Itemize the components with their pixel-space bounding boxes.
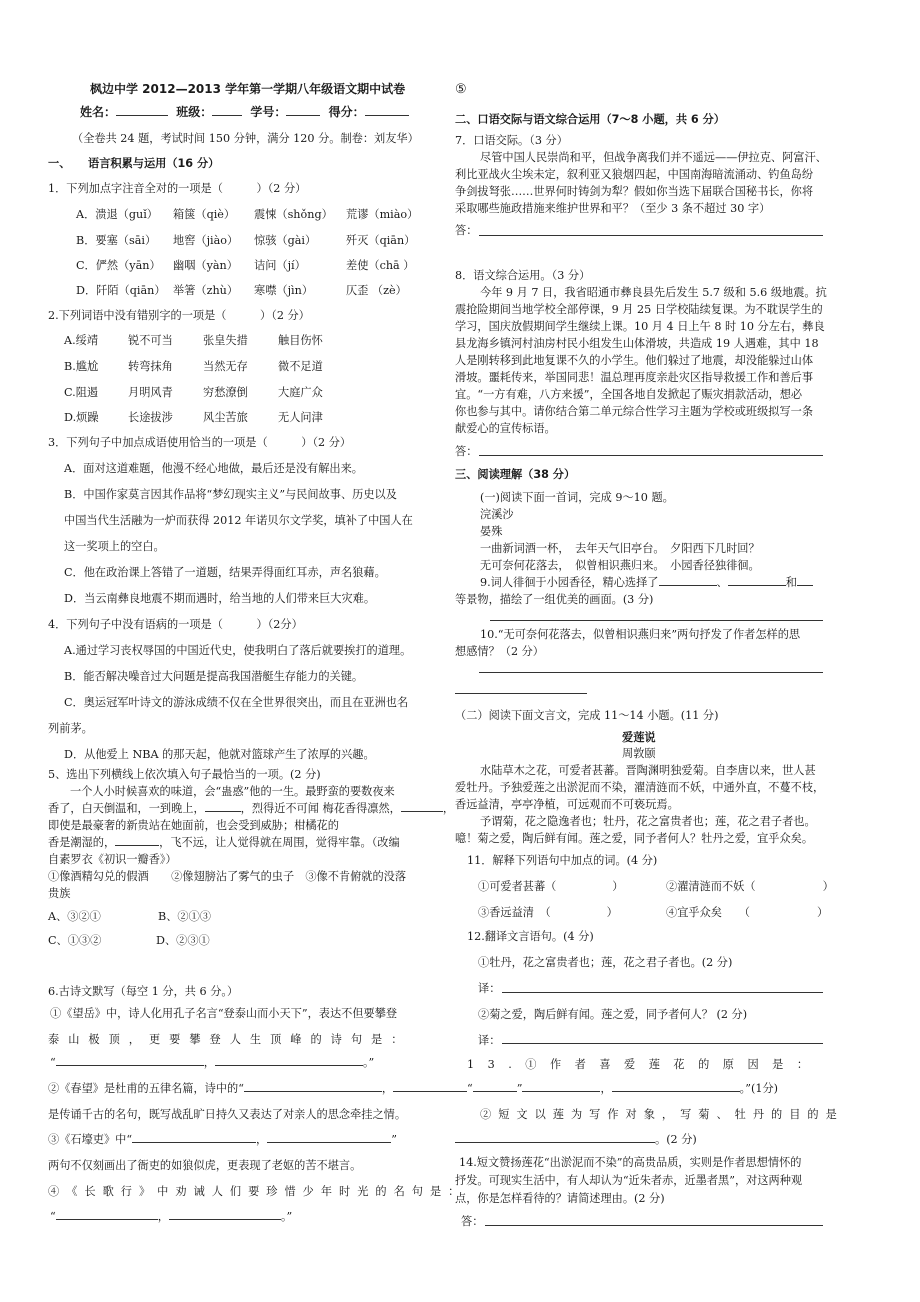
- class-field[interactable]: [212, 105, 242, 116]
- q5-passage-line: 即使是最豪奢的新贵站在她面前，也会受到威胁；柑橘花的: [48, 819, 339, 832]
- q2-option-word: 月明风青: [128, 386, 173, 399]
- q8-text: 宜。“一方有难，八方来援”，全国各地自发掀起了赈灾捐款活动，想必: [455, 388, 803, 401]
- q5-passage-line: [48, 834, 400, 850]
- q3-option-b-cont: 中国当代生活融为一炉而获得 2012 年诺贝尔文学奖，填补了中国人在: [64, 514, 413, 527]
- q5-text: ，: [442, 802, 455, 815]
- q8-answer-label: 答：: [455, 445, 478, 458]
- q2-option-word: 微不足道: [278, 360, 323, 373]
- q13-item-2-answer: [455, 1131, 697, 1147]
- q4-option-d[interactable]: D．从他爱上 NBA 的那天起，他就对篮球产生了浓厚的兴趣。: [64, 748, 375, 761]
- q2-option-word: 长途拔涉: [128, 411, 173, 424]
- q3-option-b[interactable]: B．中国作家莫言因其作品将“梦幻现实主义”与民间故事、历史以及: [64, 488, 397, 501]
- q6-item-3: [48, 1131, 397, 1147]
- q8-answer-line[interactable]: [479, 455, 823, 456]
- q11-item-3[interactable]: ③香远益清 （ ）: [478, 906, 618, 919]
- q3-option-c[interactable]: C．他在政治课上答错了一道题，结果弄得面红耳赤，声名狼藉。: [64, 566, 386, 579]
- q14-stem: 14.短文赞扬莲花“出淤泥而不染”的高贵品质，实则是作者思想情怀的: [459, 1156, 802, 1169]
- q4-option-c-cont: 列前茅。: [48, 722, 93, 735]
- q6-text: ②《春望》是杜甫的五律名篇，诗中的“: [48, 1082, 244, 1095]
- q5-stem: 5、选出下列横线上依次填入句子最恰当的一项。(2 分): [48, 768, 321, 781]
- q13-item-2: ②短文以莲为写作对象，写菊、牡丹的目的是: [480, 1108, 844, 1121]
- q9-answer-line[interactable]: [490, 620, 823, 621]
- part2-intro: （二）阅读下面文言文，完成 11～14 小题。(11 分): [455, 709, 719, 722]
- q12-item-1: ①牡丹，花之富贵者也；莲，花之君子者也。(2 分): [478, 956, 733, 969]
- open-quote: “: [50, 1056, 56, 1069]
- q3-option-b-cont: 这一奖项上的空白。: [64, 540, 165, 553]
- q6-blank-2[interactable]: [215, 1055, 363, 1066]
- q7-text: 采取哪些施政措施来维护世界和平？（至少 3 条不超过 30 字）: [455, 202, 771, 215]
- q14-stem-cont: 点，你是怎样看待的？请简述理由。(2 分): [455, 1192, 665, 1205]
- q6-blank-6[interactable]: [267, 1132, 391, 1143]
- q6-text: ③《石壕吏》中“: [48, 1133, 133, 1146]
- q12-answer-line-1[interactable]: [502, 992, 823, 993]
- q1-option-word: 仄歪 （zè）: [346, 284, 407, 297]
- open-quote: “: [50, 1210, 56, 1223]
- name-field[interactable]: [116, 105, 168, 116]
- q5-option-b[interactable]: B、②①③: [158, 910, 211, 923]
- poem-line: 无可奈何花落去， 似曾相识燕归来。 小园香径独徘徊。: [480, 559, 760, 572]
- student-id-field[interactable]: [286, 105, 320, 116]
- q14-answer-line[interactable]: [485, 1225, 823, 1226]
- q1-option-word: 歼灭（qiān）: [346, 234, 416, 247]
- q13-item-1: 13.①作者喜爱莲花的原因是：: [467, 1058, 822, 1071]
- q13-score: 。”(1分): [739, 1082, 779, 1095]
- comma: ，: [600, 1082, 612, 1095]
- q6-item-4-answer: [50, 1208, 292, 1224]
- q5-option-a[interactable]: A、③②①: [48, 910, 101, 923]
- q8-text: 今年 9 月 7 日，我省昭通市彝良县先后发生 5.7 级和 5.6 级地震。抗: [480, 286, 827, 299]
- q10-answer-line-1[interactable]: [479, 672, 823, 673]
- q13-blank-4[interactable]: [612, 1081, 740, 1092]
- q13-blank-2[interactable]: [473, 1081, 517, 1092]
- q7-answer-line[interactable]: [479, 235, 823, 236]
- q2-option[interactable]: C.阻遏: [64, 386, 99, 399]
- q5-passage: 一个人小时候喜欢的味道，会“蛊惑”他的一生。最野蛮的要数夜来: [70, 785, 395, 798]
- q9-text: 和: [785, 576, 797, 589]
- part1-intro: (一)阅读下面一首词，完成 9～10 题。: [480, 491, 674, 504]
- q2-stem: 2.下列词语中没有错别字的一项是（ ）（2 分）: [48, 309, 310, 322]
- q2-option-word: 当然无存: [203, 360, 248, 373]
- q13-item-1-answer: [405, 1080, 778, 1096]
- q1-option[interactable]: D．阡陌（qiān）: [76, 284, 166, 297]
- section1-number: 一、: [48, 157, 71, 170]
- q5-text: ，烈得近不可闻 梅花香得凛然，: [240, 802, 401, 815]
- q6-item-2-cont: 是传诵千古的名句，既写战乱旷日持久又表达了对亲人的思念牵挂之情。: [48, 1108, 407, 1121]
- q5-choices: ①像酒精勾兑的假酒 ②像翅膀沾了雾气的虫子 ③像不肯俯就的没落: [48, 870, 407, 883]
- q14-stem-cont: 抒发。可现实生活中，有人却认为“近朱者赤，近墨者黑”，对这两种观: [455, 1174, 803, 1187]
- q9-sep: 、: [716, 576, 728, 589]
- q5-passage-line: [48, 800, 454, 816]
- student-info-row: [80, 103, 409, 120]
- q6-item-1-cont: 泰山极顶，更要攀登人生顶峰的诗句是：: [48, 1033, 412, 1046]
- q2-option-word: 触目伤怀: [278, 334, 323, 347]
- q6-item-5-marker: ⑤: [455, 82, 467, 97]
- q8-text: 献爱心的宣传标语。: [455, 422, 556, 435]
- q6-blank-8[interactable]: [169, 1209, 281, 1220]
- q5-blank-2[interactable]: [401, 801, 443, 812]
- q1-option-word: 惊骇（gài）: [254, 234, 317, 247]
- q8-text: 滑坡。噩耗传来，举国同悲！温总理再度亲赴灾区指导救援工作和善后事: [455, 371, 814, 384]
- q2-option[interactable]: A.绥靖: [64, 334, 99, 347]
- poem-title: 浣溪沙: [480, 508, 514, 521]
- q12-trans-label: 译：: [478, 982, 501, 995]
- essay-title: 爱莲说: [622, 731, 656, 744]
- q11-item-1[interactable]: ①可爱者甚蕃（ ）: [478, 880, 624, 893]
- essay-paragraph: 香远益清，亭亭净植，可远观而不可亵玩焉。: [455, 798, 679, 811]
- comma: ，: [157, 1210, 169, 1223]
- q5-option-c[interactable]: C、①③②: [48, 934, 102, 947]
- name-label: 姓名：: [80, 105, 117, 119]
- exam-note: （全卷共 24 题，考试时间 150 分钟，满分 120 分。制卷：刘友华）: [72, 132, 419, 145]
- q6-blank-7[interactable]: [56, 1209, 158, 1220]
- q1-option-word: 幽咽（yàn）: [173, 259, 238, 272]
- q7-stem: 7．口语交际。（3 分）: [455, 134, 568, 147]
- q3-stem: 3．下列句子中加点成语使用恰当的一项是（ ）（2 分）: [48, 436, 352, 449]
- q11-item-4[interactable]: ④宜乎众矣 （ ）: [666, 906, 829, 919]
- q5-text: 香是潮湿的，: [48, 836, 116, 849]
- q2-option-word: 穷愁潦倒: [203, 386, 248, 399]
- q6-blank-1[interactable]: [56, 1055, 204, 1066]
- section1-title: 语言积累与运用（16 分）: [88, 157, 220, 170]
- q10-stem-cont: 想感情？（2 分）: [455, 645, 544, 658]
- q2-option[interactable]: D.烦躁: [64, 411, 99, 424]
- q1-option-word: 箱箧（qiè）: [173, 208, 236, 221]
- q13-blank-1[interactable]: [405, 1081, 467, 1092]
- q4-stem: 4．下列句子中没有语病的一项是（ ）（2分）: [48, 618, 303, 631]
- q4-option-c[interactable]: C．奥运冠军叶诗文的游泳成绩不仅在全世界很突出，而且在亚洲也名: [64, 696, 409, 709]
- q2-option[interactable]: B.尴尬: [64, 360, 99, 373]
- exam-title: 枫边中学 2012—2013 学年第一学期八年级语文期中试卷: [90, 82, 406, 96]
- essay-author: 周敦颐: [622, 747, 656, 760]
- q8-text: 震抢险期间当地学校全部停课，9 月 25 日学校陆续复课。为不耽误学生的: [455, 303, 823, 316]
- q6-blank-5[interactable]: [132, 1132, 256, 1143]
- q5-blank-3[interactable]: [115, 835, 159, 846]
- q1-option-word: 差使（chā ）: [346, 259, 415, 272]
- q7-text: 利比亚战火尘埃未定，叙利亚又狼烟四起，中国南海暗流涌动、钓鱼岛纷: [455, 168, 814, 181]
- close-quote: ”: [516, 1082, 523, 1095]
- q1-option-word: 举箸（zhù）: [173, 284, 239, 297]
- q11-item-2[interactable]: ②濯清涟而不妖（ ）: [666, 880, 834, 893]
- close-quote: ”: [391, 1133, 397, 1146]
- q14-answer-label: 答：: [461, 1215, 484, 1228]
- q1-option-word: 荒谬（miào）: [346, 208, 419, 221]
- q5-text: ，飞不远，让人觉得就在周围，觉得牢靠。（改编: [159, 836, 400, 849]
- q13-score: 。(2 分): [655, 1133, 697, 1146]
- q1-option-word: 寒噤（jìn）: [254, 284, 314, 297]
- q5-text: 香了，白天倒温和，一到晚上，: [48, 802, 205, 815]
- q4-option-b[interactable]: B．能否解决噪音过大问题是提高我国潜艇生存能力的关键。: [64, 670, 364, 683]
- q3-option-a[interactable]: A．面对这道难题，他漫不经心地做，最后还是没有解出来。: [64, 462, 363, 475]
- comma: ，: [203, 1056, 215, 1069]
- q1-option[interactable]: A．溃退（guǐ）: [76, 208, 158, 221]
- essay-paragraph: 爱牡丹。予独爱莲之出淤泥而不染，濯清涟而不妖，中通外直，不蔓不枝，: [455, 781, 825, 794]
- q2-option-word: 大庭广众: [278, 386, 323, 399]
- comma: ，: [381, 1082, 394, 1095]
- q5-passage-line: 自素罗衣《初识一瓣香》）: [48, 853, 177, 866]
- open-quote: “: [467, 1082, 473, 1095]
- essay-paragraph: 水陆草木之花，可爱者甚蕃。晋陶渊明独爱菊。自李唐以来，世人甚: [480, 764, 816, 777]
- q9-stem-cont: 等景物，描绘了一组优美的画面。(3 分): [455, 593, 654, 606]
- q1-stem: 1．下列加点字注音全对的一项是（ ）（2 分）: [48, 182, 307, 195]
- q7-answer-label: 答：: [455, 224, 478, 237]
- q1-option[interactable]: C．俨然（yān）: [76, 259, 161, 272]
- q10-stem: 10.“无可奈何花落去，似曾相识燕归来”两句抒发了作者怎样的思: [480, 628, 801, 641]
- q6-blank-3[interactable]: [244, 1081, 382, 1092]
- q1-option-word: 震悚（shǒng）: [254, 208, 333, 221]
- q3-option-d[interactable]: D．当云南彝良地震不期而遇时，给当地的人们带来巨大灾难。: [64, 592, 376, 605]
- q11-stem: 11．解释下列语句中加点的词。(4 分): [467, 854, 658, 867]
- q12-stem: 12.翻译文言语句。(4 分): [467, 930, 594, 943]
- q8-text: 县龙海乡镇河村油房村民小组发生山体滑坡，共造成 19 人遇难，其中 18: [455, 337, 819, 350]
- q6-item-1: ①《望岳》中，诗人化用孔子名言“登泰山而小天下”，表达不但要攀登: [50, 1007, 398, 1020]
- q2-option-word: 无人问津: [278, 411, 323, 424]
- q5-blank-1[interactable]: [205, 801, 241, 812]
- poem-line: 一曲新词酒一杯， 去年天气旧亭台。 夕阳西下几时回？: [480, 542, 760, 555]
- q9-blank-1[interactable]: [659, 575, 717, 586]
- q6-item-2: [48, 1080, 443, 1096]
- q8-text: 人是刚转移到此地复课不久的小学生。他们躲过了地震，却没能躲过山体: [455, 354, 814, 367]
- score-label: 得分：: [328, 105, 365, 119]
- q9-stem: [480, 574, 813, 590]
- q1-option-word: 诘问（jí）: [254, 259, 306, 272]
- essay-paragraph: 噫！菊之爱，陶后鲜有闻。莲之爱，同予者何人？牡丹之爱，宜乎众矣。: [455, 832, 814, 845]
- q12-answer-line-2[interactable]: [502, 1043, 823, 1044]
- class-label: 班级：: [176, 105, 213, 119]
- q6-item-3-cont: 两句不仅刻画出了衙吏的如狼似虎，更表现了老妪的苦不堪言。: [48, 1159, 362, 1172]
- q2-option-word: 风尘苦旅: [203, 411, 248, 424]
- id-label: 学号：: [250, 105, 287, 119]
- q9-blank-3[interactable]: [797, 575, 813, 586]
- q10-answer-line-2[interactable]: [455, 693, 587, 694]
- q9-blank-2[interactable]: [728, 575, 786, 586]
- q6-item-1-answer: [50, 1054, 374, 1070]
- q12-item-2: ②菊之爱，陶后鲜有闻。莲之爱，同予者何人？ (2 分): [478, 1008, 748, 1021]
- section2-title: 二、口语交际与语文综合运用（7～8 小题，共 6 分）: [455, 113, 725, 126]
- q7-text: 尽管中国人民崇尚和平，但战争离我们并不遥远——伊拉克、阿富汗、: [480, 151, 827, 164]
- q1-option[interactable]: B．要塞（sāi）: [76, 234, 157, 247]
- close-quote: 。”: [280, 1210, 293, 1223]
- poem-author: 晏殊: [480, 525, 503, 538]
- q9-text: 9.词人徘徊于小园香径，精心选择了: [480, 576, 659, 589]
- q6-item-4: ④《长歌行》中劝诫人们要珍惜少年时光的名句是：: [48, 1185, 467, 1198]
- q2-option-word: 张皇失措: [203, 334, 248, 347]
- q2-option-word: 转弯抹角: [128, 360, 173, 373]
- q13-blank-5[interactable]: [455, 1132, 655, 1143]
- q8-stem: 8．语文综合运用。（3 分）: [455, 269, 591, 282]
- q6-stem: 6.古诗文默写（每空 1 分，共 6 分。）: [48, 985, 239, 998]
- essay-paragraph: 予谓菊，花之隐逸者也；牡丹，花之富贵者也；莲，花之君子者也。: [480, 815, 816, 828]
- q13-blank-3[interactable]: [522, 1081, 600, 1092]
- q1-option-word: 地窖（jiào）: [173, 234, 239, 247]
- q5-option-d[interactable]: D、②③①: [156, 934, 210, 947]
- q8-text: 学习，国庆放假期间学生继续上课。10 月 4 日上午 8 时 10 分左右，彝良: [455, 320, 825, 333]
- q4-option-a[interactable]: A.通过学习丧权辱国的中国近代史，使我明白了落后就要挨打的道理。: [64, 644, 412, 657]
- q2-option-word: 锐不可当: [128, 334, 173, 347]
- q7-text: 争剑拔弩张……世界何时铸剑为犁？假如你当选下届联合国秘书长，你将: [455, 185, 814, 198]
- q5-choices-cont: 贵族: [48, 887, 71, 900]
- q8-text: 你也参与其中。请你结合第二单元综合性学习主题为学校或班级拟写一条: [455, 405, 814, 418]
- comma: ，: [256, 1133, 268, 1146]
- close-quote: 。”: [362, 1056, 375, 1069]
- score-field[interactable]: [365, 105, 409, 116]
- q12-trans-label: 译：: [478, 1034, 501, 1047]
- section3-title: 三、阅读理解（38 分）: [455, 468, 576, 481]
